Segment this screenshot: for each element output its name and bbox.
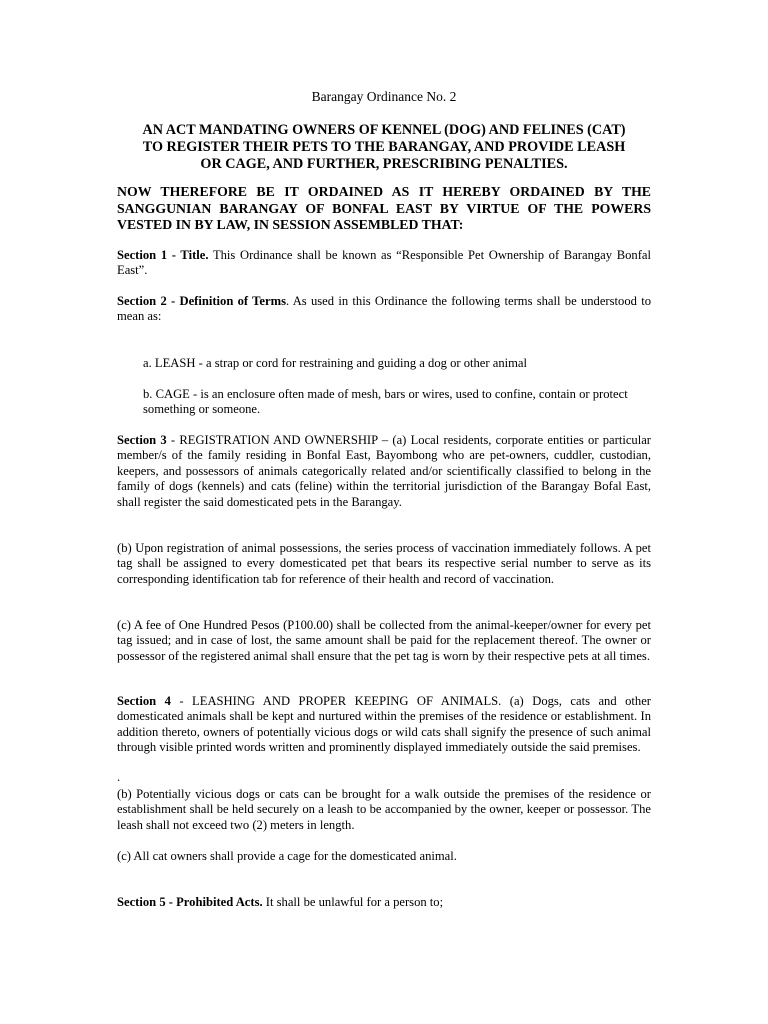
stray-dot: . — [117, 770, 121, 784]
section-2 — [117, 294, 651, 325]
definition-leash: a. LEASH - a strap or cord for restraining and guiding a dog or other animal — [143, 356, 527, 370]
section-heading: Section 1 - Title. — [117, 248, 209, 262]
section-3-c: (c) A fee of One Hundred Pesos (P100.00) shall be collected from the animal-keeper/owner for every pet tag issued; and in case of lost, the same amount shall be paid for the replacement thereof. The owner or possessor of the registered animal shall ensure that the pet tag is worn by their respective pets at all times. — [117, 618, 651, 663]
ordain-line: VESTED IN BY LAW, IN SESSION ASSEMBLED THAT: — [117, 217, 464, 232]
ordaining-clause — [117, 184, 651, 234]
section-text: It shall be unlawful for a person to; — [262, 895, 444, 909]
section-heading: Section 5 - Prohibited Acts. — [117, 895, 263, 909]
section-text: . As used in this Ordinance the following terms shall be understood to mean as: — [117, 294, 651, 324]
section-text: - REGISTRATION AND OWNERSHIP – (a) Local residents, corporate entities or particular member/s of the family residing in Bonfal East, Bayombong who are pet-owners, cuddler, custodian, keepers, and possessors of animals categorically related and/or scientifically classified to belong in the family of dogs (kennels) and cats (feline) within the territorial jurisdiction of the Barangay Bofal East, shall register the said domesticated pets in the Barangay. — [117, 433, 651, 509]
section-4-b: (b) Potentially vicious dogs or cats can be brought for a walk outside the premises of the residence or establishment shall be held securely on a leash to be accompanied by the owner, keeper or possessor. The leash shall not exceed two (2) meters in length. — [117, 787, 651, 832]
section-4-c: (c) All cat owners shall provide a cage for the domesticated animal. — [117, 849, 457, 863]
section-heading: Section 2 - Definition of Terms — [117, 294, 286, 308]
section-4 — [117, 694, 651, 756]
section-1 — [117, 248, 651, 279]
section-heading: Section 3 — [117, 433, 167, 447]
section-5 — [117, 895, 651, 910]
section-text: This Ordinance shall be known as “Responsible Pet Ownership of Barangay Bonfal East”. — [117, 248, 651, 278]
section-heading: Section 4 — [117, 694, 171, 708]
definition-cage: b. CAGE - is an enclosure often made of mesh, bars or wires, used to confine, contain or protect something or someone. — [143, 387, 628, 417]
act-line: TO REGISTER THEIR PETS TO THE BARANGAY, AND PROVIDE LEASH — [142, 139, 626, 155]
act-line: AN ACT MANDATING OWNERS OF KENNEL (DOG) AND FELINES (CAT) — [142, 122, 626, 138]
section-3-b: (b) Upon registration of animal possessions, the series process of vaccination immediately follows. A pet tag shall be assigned to every domesticated pet that bears its respective serial number to serve as its corresponding identification tab for reference of their health and record of vaccination. — [117, 541, 651, 586]
ordain-line: SANGGUNIAN BARANGAY OF BONFAL EAST BY VIRTUE OF THE POWERS — [117, 200, 651, 216]
section-text: - LEASHING AND PROPER KEEPING OF ANIMALS. (a) Dogs, cats and other domesticated animals shall be kept and nurtured within the premises of the residence or establishment. In addition thereto, owners of potentially vicious dogs or wild cats shall signify the presence of such animal through visible printed words written and prominently displayed immediately outside the said premises. — [117, 694, 651, 755]
section-3 — [117, 433, 651, 510]
act-heading — [108, 122, 660, 173]
ordinance-title: Barangay Ordinance No. 2 — [311, 89, 457, 104]
ordain-line: NOW THEREFORE BE IT ORDAINED AS IT HEREBY ORDAINED BY THE — [117, 184, 651, 199]
act-line: OR CAGE, AND FURTHER, PRESCRIBING PENALTIES. — [200, 156, 568, 172]
